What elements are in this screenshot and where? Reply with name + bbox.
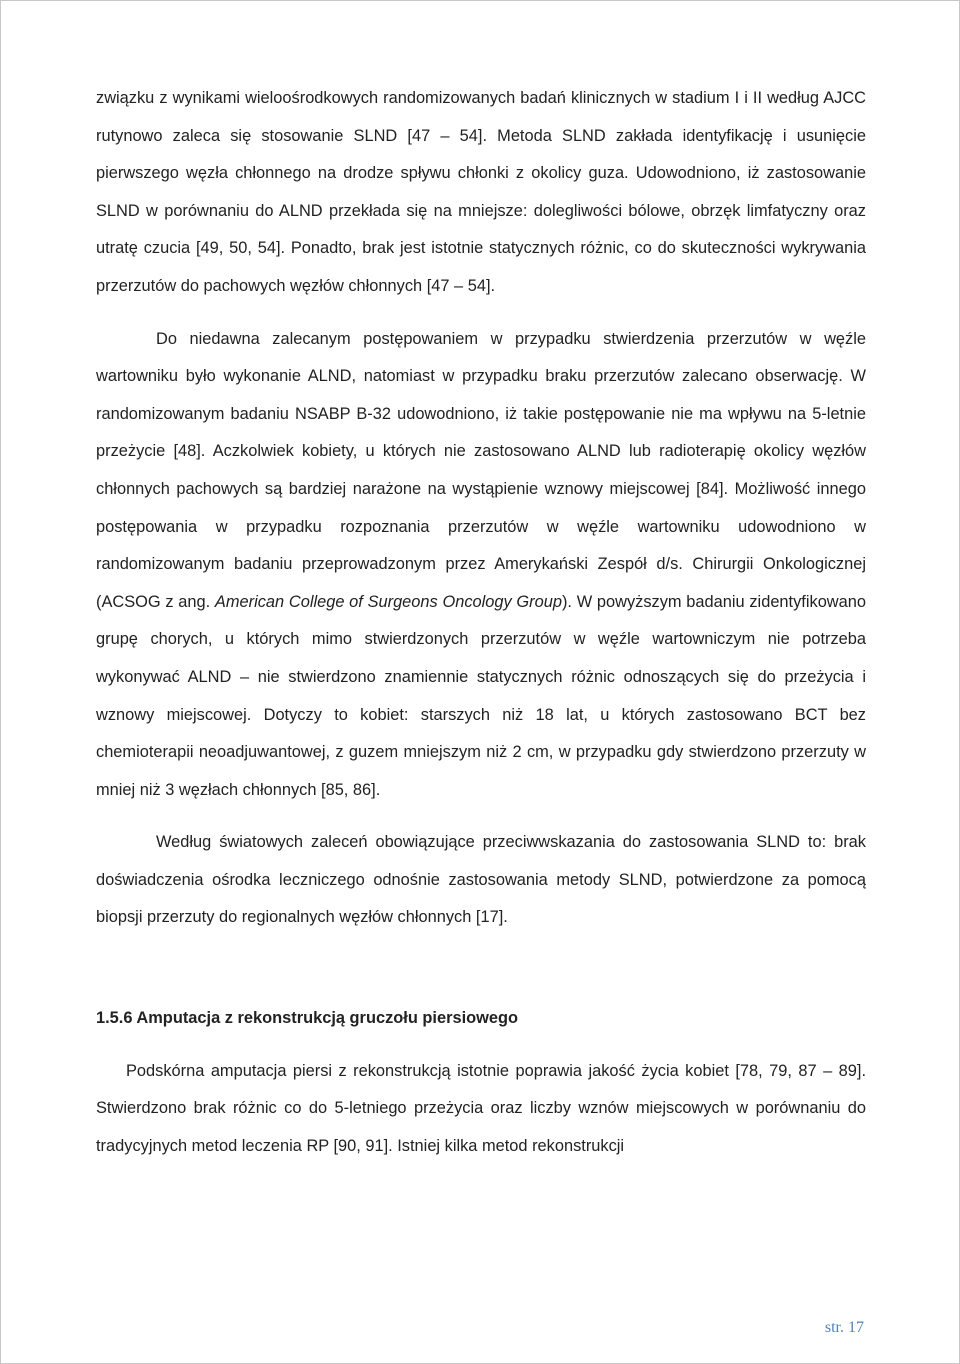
page-number: str. 17	[824, 1319, 864, 1336]
paragraph-amputation-reconstruction: Podskórna amputacja piersi z rekonstrukcją istotnie poprawia jakość życia kobiet [78, 79, 87 – 89]. Stwierdzono brak różnic co do 5-letniego przeżycia oraz liczby wznów miejscowych w porównaniu do tradycyjnych metod leczenia RP [90, 91]. Istniej kilka metod rekonstrukcji	[96, 1061, 866, 1155]
paragraph-alnd-history	[96, 321, 866, 810]
paragraph-contraindications: Według światowych zaleceń obowiązujące przeciwwskazania do zastosowania SLND to: brak doświadczenia ośrodka leczniczego odnośnie zastosowania metody SLND, potwierdzone za pomocą biopsji przerzuty do regionalnych węzłów chłonnych [17].	[96, 833, 866, 927]
section-heading: 1.5.6 Amputacja z rekonstrukcją gruczołu piersiowego	[96, 1009, 519, 1028]
page-content	[96, 80, 866, 1165]
italic-organization-name: American College of Surgeons Oncology Group	[214, 592, 562, 611]
paragraph-text-segment: ). W powyższym badaniu zidentyfikowano grupę chorych, u których mimo stwierdzonych przerzutów w węźle wartowniczym nie potrzeba wykonywać ALND – nie stwierdzono znamiennie statycznych różnic odnoszących się do przeżycia i wznowy miejscowej. Dotyczy to kobiet: starszych niż 18 lat, u których zastosowano BCT bez chemioterapii neoadjuwantowej, z guzem mniejszym niż 2 cm, w przypadku gdy stwierdzono przerzuty w mniej niż 3 węzłach chłonnych [85, 86].	[96, 592, 866, 799]
paragraph-slnd-recommendation: związku z wynikami wieloośrodkowych randomizowanych badań klinicznych w stadium I i II według AJCC rutynowo zaleca się stosowanie SLND [47 – 54]. Metoda SLND zakłada identyfikację i usunięcie pierwszego węzła chłonnego na drodze spływu chłonki z okolicy guza. Udowodniono, iż zastosowanie SLND w porównaniu do ALND przekłada się na mniejsze: dolegliwości bólowe, obrzęk limfatyczny oraz utratę czucia [49, 50, 54]. Ponadto, brak jest istotnie statycznych różnic, co do skuteczności wykrywania przerzutów do pachowych węzłów chłonnych [47 – 54].	[96, 89, 866, 295]
paragraph-text-segment: Do niedawna zalecanym postępowaniem w przypadku stwierdzenia przerzutów w węźle wartowniku było wykonanie ALND, natomiast w przypadku braku przerzutów zalecano obserwację. W randomizowanym badaniu NSABP B-32 udowodniono, iż takie postępowanie nie ma wpływu na 5-letnie przeżycie [48]. Aczkolwiek kobiety, u których nie zastosowano ALND lub radioterapię okolicy węzłów chłonnych pachowych są bardziej narażone na wystąpienie wznowy miejscowej [84]. Możliwość innego postępowania w przypadku rozpoznania przerzutów w węźle wartowniku udowodniono w randomizowanym badaniu przeprowadzonym przez Amerykański Zespół d/s. Chirurgii Onkologicznej (ACSOG z ang.	[96, 329, 866, 611]
